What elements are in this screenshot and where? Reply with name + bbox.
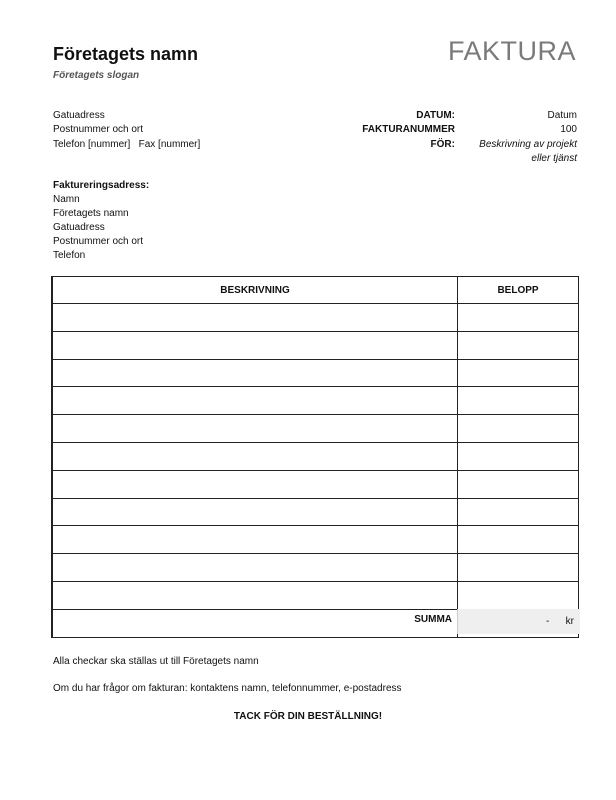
date-value: Datum bbox=[547, 110, 577, 121]
row-amount-cell[interactable] bbox=[458, 526, 579, 554]
table-row bbox=[52, 526, 579, 554]
row-description-cell[interactable] bbox=[52, 442, 458, 470]
row-description-cell[interactable] bbox=[52, 498, 458, 526]
billing-heading: Faktureringsadress: bbox=[53, 180, 150, 191]
row-amount-cell[interactable] bbox=[458, 415, 579, 443]
sender-phone-fax: Telefon [nummer] Fax [nummer] bbox=[53, 139, 201, 150]
sender-postal-city: Postnummer och ort bbox=[53, 124, 144, 135]
row-description-cell[interactable] bbox=[52, 387, 458, 415]
row-description-cell[interactable] bbox=[52, 359, 458, 387]
document-title: FAKTURA bbox=[447, 36, 576, 66]
for-label: FÖR: bbox=[430, 139, 455, 150]
company-name: Företagets namn bbox=[53, 44, 199, 64]
invoice-number-label: FAKTURANUMMER bbox=[362, 124, 455, 135]
checks-note: Alla checkar ska ställas ut till Företagets namn bbox=[53, 656, 259, 667]
table-row bbox=[52, 331, 579, 359]
row-description-cell[interactable] bbox=[52, 415, 458, 443]
row-amount-cell[interactable] bbox=[458, 359, 579, 387]
thank-you-note: TACK FÖR DIN BESTÄLLNING! bbox=[233, 711, 383, 722]
row-amount-cell[interactable] bbox=[458, 331, 579, 359]
table-row bbox=[52, 304, 579, 332]
items-table bbox=[51, 276, 579, 638]
table-row bbox=[52, 359, 579, 387]
row-description-cell[interactable] bbox=[52, 304, 458, 332]
row-amount-cell[interactable] bbox=[458, 470, 579, 498]
row-amount-cell[interactable] bbox=[458, 581, 579, 609]
column-header-description: BESKRIVNING bbox=[52, 277, 458, 304]
table-header-row bbox=[52, 277, 579, 304]
row-description-cell[interactable] bbox=[52, 331, 458, 359]
row-description-cell[interactable] bbox=[52, 581, 458, 609]
date-label: DATUM: bbox=[416, 110, 455, 121]
row-amount-cell[interactable] bbox=[458, 442, 579, 470]
total-value-box bbox=[457, 609, 580, 634]
row-amount-cell[interactable] bbox=[458, 304, 579, 332]
contact-note: Om du har frågor om fakturan: kontaktens namn, telefonnummer, e-postadress bbox=[53, 683, 402, 694]
for-value-line2: eller tjänst bbox=[531, 153, 577, 164]
total-currency: kr bbox=[565, 616, 574, 627]
row-description-cell[interactable] bbox=[52, 554, 458, 582]
billing-name: Namn bbox=[53, 194, 80, 205]
billing-street: Gatuadress bbox=[53, 222, 105, 233]
table-row bbox=[52, 387, 579, 415]
total-label: SUMMA bbox=[414, 614, 452, 625]
company-slogan: Företagets slogan bbox=[53, 70, 140, 81]
table-row bbox=[52, 498, 579, 526]
table-row bbox=[52, 470, 579, 498]
table-row bbox=[52, 554, 579, 582]
table-row bbox=[52, 581, 579, 609]
sender-street: Gatuadress bbox=[53, 110, 105, 121]
table-row bbox=[52, 415, 579, 443]
row-amount-cell[interactable] bbox=[458, 498, 579, 526]
table-row bbox=[52, 442, 579, 470]
row-amount-cell[interactable] bbox=[458, 387, 579, 415]
billing-postal-city: Postnummer och ort bbox=[53, 236, 144, 247]
billing-company: Företagets namn bbox=[53, 208, 129, 219]
for-value-line1: Beskrivning av projekt bbox=[479, 139, 577, 150]
row-amount-cell[interactable] bbox=[458, 554, 579, 582]
row-description-cell[interactable] bbox=[52, 470, 458, 498]
row-description-cell[interactable] bbox=[52, 526, 458, 554]
column-header-amount: BELOPP bbox=[458, 277, 579, 304]
invoice-number-value: 100 bbox=[560, 124, 577, 135]
billing-phone: Telefon bbox=[53, 250, 86, 261]
total-value: - bbox=[546, 616, 550, 627]
